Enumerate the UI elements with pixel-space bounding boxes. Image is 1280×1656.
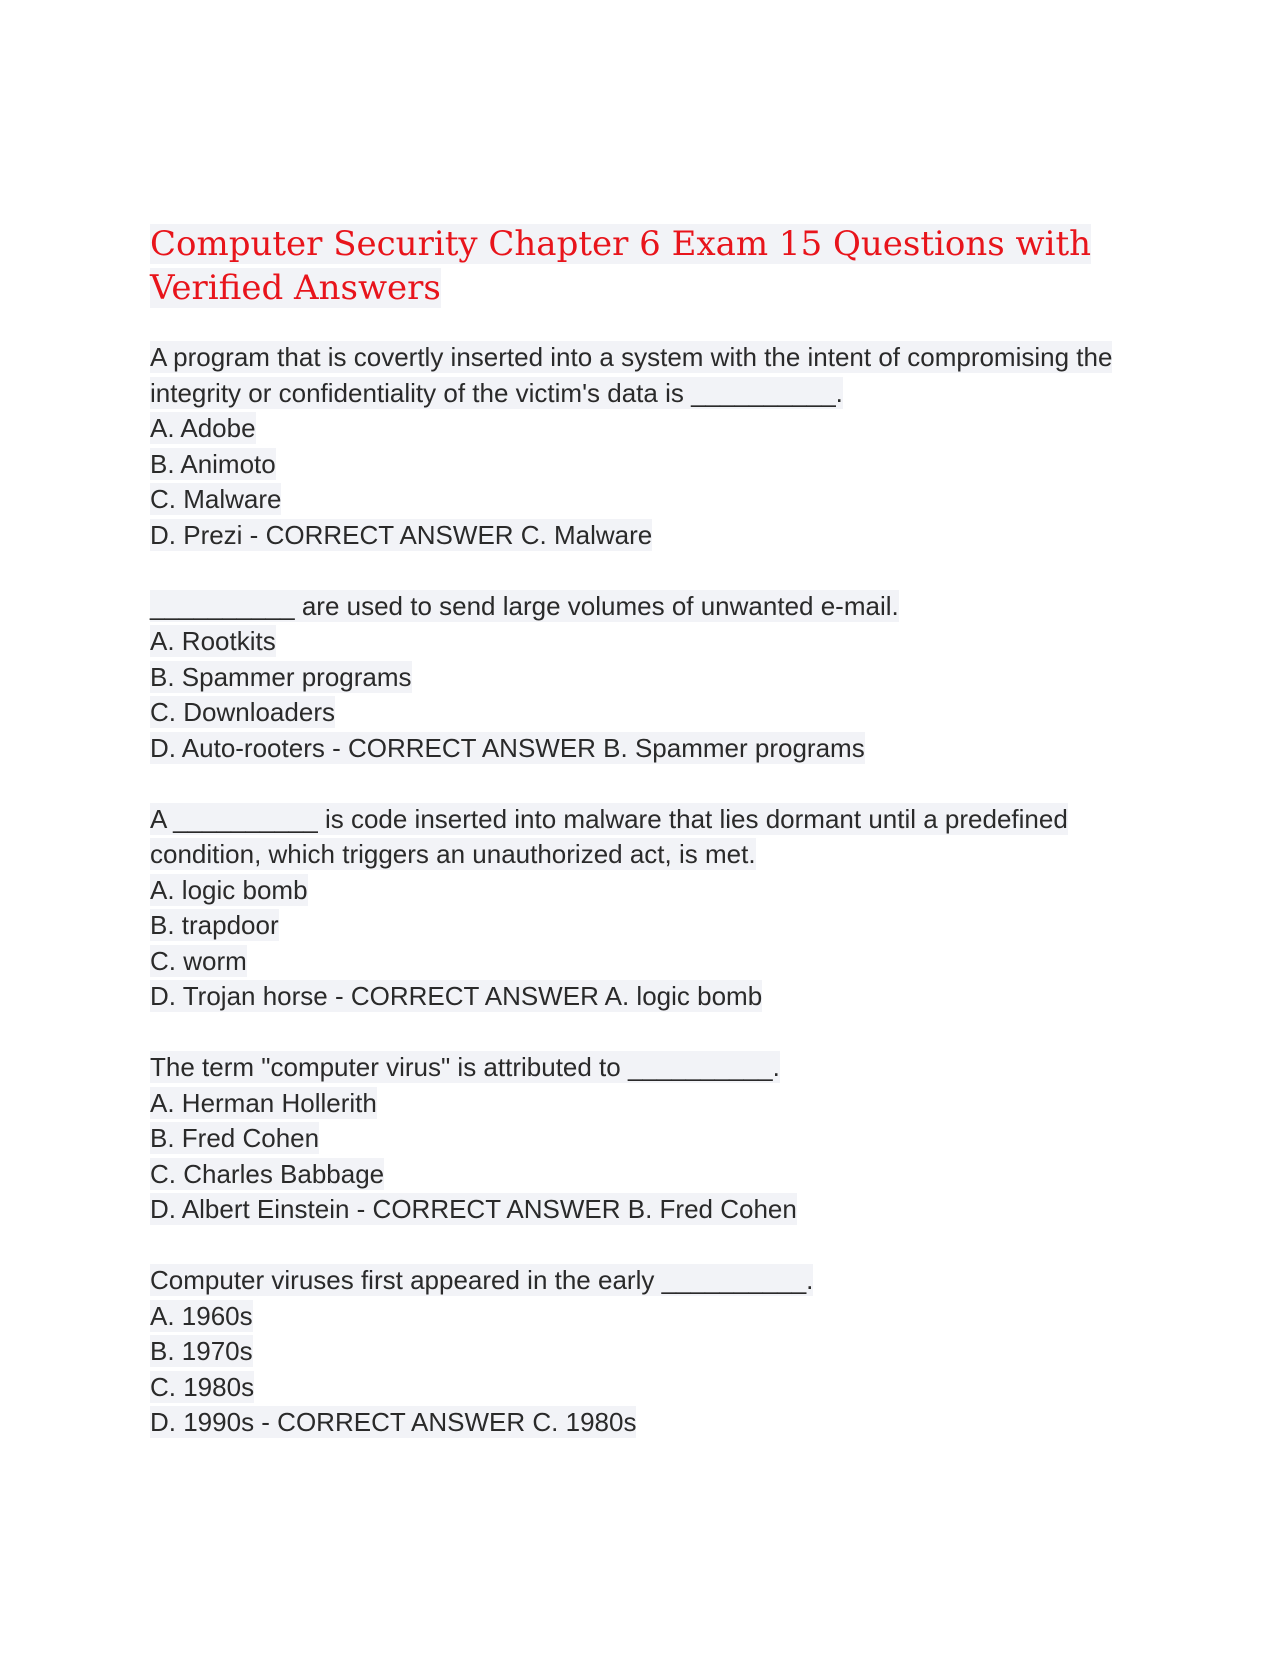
answer-option-text: A. Herman Hollerith	[150, 1087, 377, 1118]
question-prompt	[150, 589, 1140, 625]
answer-option-with-correct-answer	[150, 518, 1140, 554]
answer-option-with-correct-answer	[150, 731, 1140, 767]
document-page	[150, 222, 1140, 1476]
answer-option-text: B. 1970s	[150, 1336, 253, 1366]
question-1	[150, 340, 1140, 553]
answer-option	[150, 1299, 1140, 1335]
question-2	[150, 589, 1140, 767]
answer-option	[150, 944, 1140, 980]
answer-option	[150, 482, 1140, 518]
answer-option-text: B. Animoto	[150, 448, 276, 479]
answer-option	[150, 695, 1140, 731]
answer-option-text: C. Charles Babbage	[150, 1158, 385, 1189]
question-prompt-text: Computer viruses first appeared in the early __________.	[150, 1265, 814, 1295]
answer-option-text: B. trapdoor	[150, 910, 279, 940]
answer-option	[150, 908, 1140, 944]
answer-option-text: C. worm	[150, 945, 247, 976]
answer-option	[150, 447, 1140, 483]
question-prompt-text: A program that is covertly inserted into a system with the intent of compromising the integrity or confidentiality of the victim's data is __________.	[150, 342, 1113, 408]
answer-option-text: C. Malware	[150, 484, 282, 514]
answer-option-text: A. logic bomb	[150, 874, 308, 905]
question-prompt	[150, 340, 1140, 411]
answer-option-text: D. Trojan horse - CORRECT ANSWER A. logic bomb	[150, 981, 763, 1011]
answer-option	[150, 1370, 1140, 1406]
answer-option	[150, 1121, 1140, 1157]
answer-option	[150, 660, 1140, 696]
answer-option	[150, 624, 1140, 660]
question-4	[150, 1050, 1140, 1228]
answer-option-text: A. 1960s	[150, 1300, 253, 1331]
question-prompt	[150, 1263, 1140, 1299]
answer-option-text: C. Downloaders	[150, 697, 335, 727]
answer-option	[150, 1086, 1140, 1122]
answer-option	[150, 873, 1140, 909]
question-5	[150, 1263, 1140, 1441]
question-prompt	[150, 1050, 1140, 1086]
question-3	[150, 802, 1140, 1015]
question-prompt-text: The term "computer virus" is attributed to __________.	[150, 1052, 780, 1082]
question-prompt-text: A __________ is code inserted into malware that lies dormant until a predefined condition, which triggers an unauthorized act, is met.	[150, 803, 1068, 869]
answer-option-text: D. 1990s - CORRECT ANSWER C. 1980s	[150, 1407, 637, 1437]
answer-option-text: B. Fred Cohen	[150, 1123, 320, 1153]
answer-option-with-correct-answer	[150, 1192, 1140, 1228]
question-prompt	[150, 802, 1140, 873]
answer-option-text: A. Rootkits	[150, 626, 276, 656]
question-prompt-text: __________ are used to send large volumes of unwanted e-mail.	[150, 590, 899, 621]
answer-option-text: D. Albert Einstein - CORRECT ANSWER B. Fred Cohen	[150, 1194, 797, 1224]
answer-option-text: A. Adobe	[150, 413, 256, 443]
document-title	[150, 222, 1140, 310]
answer-option-text: D. Prezi - CORRECT ANSWER C. Malware	[150, 519, 653, 550]
answer-option-with-correct-answer	[150, 1405, 1140, 1441]
answer-option	[150, 1334, 1140, 1370]
answer-option-text: B. Spammer programs	[150, 661, 412, 692]
answer-option-text: C. 1980s	[150, 1371, 255, 1402]
answer-option	[150, 1157, 1140, 1193]
answer-option	[150, 411, 1140, 447]
document-title-text: Computer Security Chapter 6 Exam 15 Questions with Verified Answers	[150, 224, 1092, 308]
answer-option-text: D. Auto-rooters - CORRECT ANSWER B. Spammer programs	[150, 732, 865, 763]
answer-option-with-correct-answer	[150, 979, 1140, 1015]
